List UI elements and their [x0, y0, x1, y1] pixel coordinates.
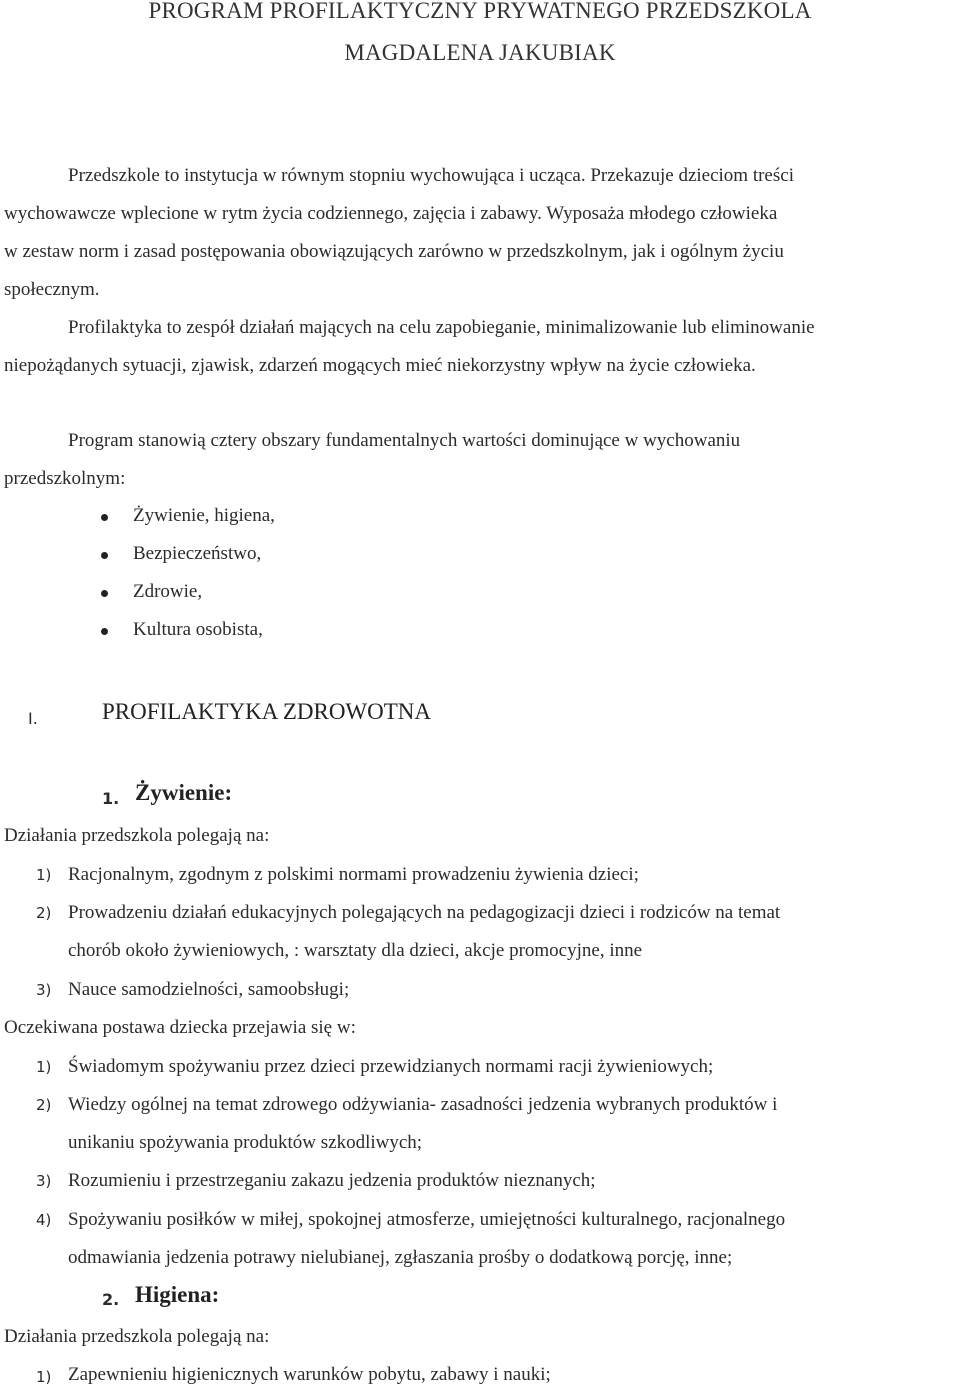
intro-paragraph-1-line-3: w zestaw norm i zasad postępowania obowiązujących zarówno w przedszkolnym, jak i ogólnym życiu [4, 241, 784, 262]
subsection-1-heading: Żywienie: [135, 780, 233, 805]
intro-paragraph-3-line-1: Program stanowią cztery obszary fundamentalnych wartości dominujące w wychowaniu [68, 430, 741, 451]
subsection-1-number: 1. [102, 789, 120, 808]
intro-paragraph-1-line-4: społecznym. [4, 279, 100, 300]
subsection-1-actions-intro: Działania przedszkola polegają na: [4, 825, 270, 846]
intro-paragraph-1-line-1: Przedszkole to instytucja w równym stopniu wychowująca i ucząca. Przekazuje dzieciom treści [68, 165, 794, 186]
document-title-line-2: MAGDALENA JAKUBIAK [344, 40, 616, 65]
subsection-2-number: 2. [102, 1290, 120, 1309]
bullet-icon [101, 590, 108, 597]
intro-paragraph-3-line-2: przedszkolnym: [4, 468, 126, 489]
document-title-line-1: PROGRAM PROFILAKTYCZNY PRYWATNEGO PRZEDSZKOLA [148, 0, 812, 23]
section-numeral: I. [28, 709, 38, 728]
subsection-2-heading: Higiena: [135, 1282, 220, 1307]
bullet-icon [101, 628, 108, 635]
document-page: PROGRAM PROFILAKTYCZNY PRYWATNEGO PRZEDSZKOLA MAGDALENA JAKUBIAK Przedszkole to instytucja w równym stopniu wychowująca i ucząca. Przekazuje dzieciom treści wychowawcze wplecione w rytm życia codziennego, zajęcia i zabawy. Wyposaża młodego człowieka w zestaw norm i zasad postępowania obowiązujących zarówno w przedszkolnym, jak i ogólnym życiu społecznym. Profilaktyka to zespół działań mających na celu zapobieganie, minimalizowanie lub eliminowanie niepożądanych sytuacji, zjawisk, zdarzeń mogących mieć niekorzystny wpływ na życie człowieka. Program stanowią cztery obszary fundamentalnych wartości dominujące w wychowaniu przedszkolnym: Żywienie, higiena, Bezpieczeństwo, Zdrowie, Kultura osobista, I. PROFILAKTYKA ZDROWOTNA 1. Żywienie: Działania przedszkola polegają na: 1) Racjonalnym, zgodnym z polskimi normami prowadzeniu żywienia dzieci; 2) Prowadzeniu działań edukacyjnych polegających na pedagogizacji dzieci i rodziców na temat chorób około żywieniowych, : warsztaty dla dzieci, akcje promocyjne, inne 3) Nauce samodzielności, samoobsługi; Oczekiwana postawa dziecka przejawia się w: 1) Świadomym spożywaniu przez dzieci przewidzianych normami racji żywieniowych; 2) Wiedzy ogólnej na temat zdrowego odżywiania- zasadności jedzenia wybranych produktów i unikaniu spożywania produktów szkodliwych; 3) Rozumieniu i przestrzeganiu zakazu jedzenia produktów nieznanych; 4) Spożywaniu posiłków w miłej, spokojnej atmosferze, umiejętności kulturalnego, racjonalnego odmawiania jedzenia potrawy nielubianej, zgłaszania prośby o dodatkową porcję, inne; 2. Higiena: Działania przedszkola polegają na: 1) Zapewnieniu higienicznych warunków pobytu, zabawy i nauki; [0, 0, 960, 1390]
subsection-2-actions-intro: Działania przedszkola polegają na: [4, 1326, 270, 1347]
subsection-1-expectations-intro: Oczekiwana postawa dziecka przejawia się w: [4, 1017, 356, 1038]
bullet-icon [101, 552, 108, 559]
intro-paragraph-2-line-1: Profilaktyka to zespół działań mających na celu zapobieganie, minimalizowanie lub eliminowanie [68, 317, 815, 338]
bullet-icon [101, 514, 108, 521]
section-heading: PROFILAKTYKA ZDROWOTNA [102, 699, 432, 724]
intro-paragraph-2-line-2: niepożądanych sytuacji, zjawisk, zdarzeń mogących mieć niekorzystny wpływ na życie człowieka. [4, 355, 756, 376]
intro-paragraph-1-line-2: wychowawcze wplecione w rytm życia codziennego, zajęcia i zabawy. Wyposaża młodego człowieka [4, 203, 778, 224]
